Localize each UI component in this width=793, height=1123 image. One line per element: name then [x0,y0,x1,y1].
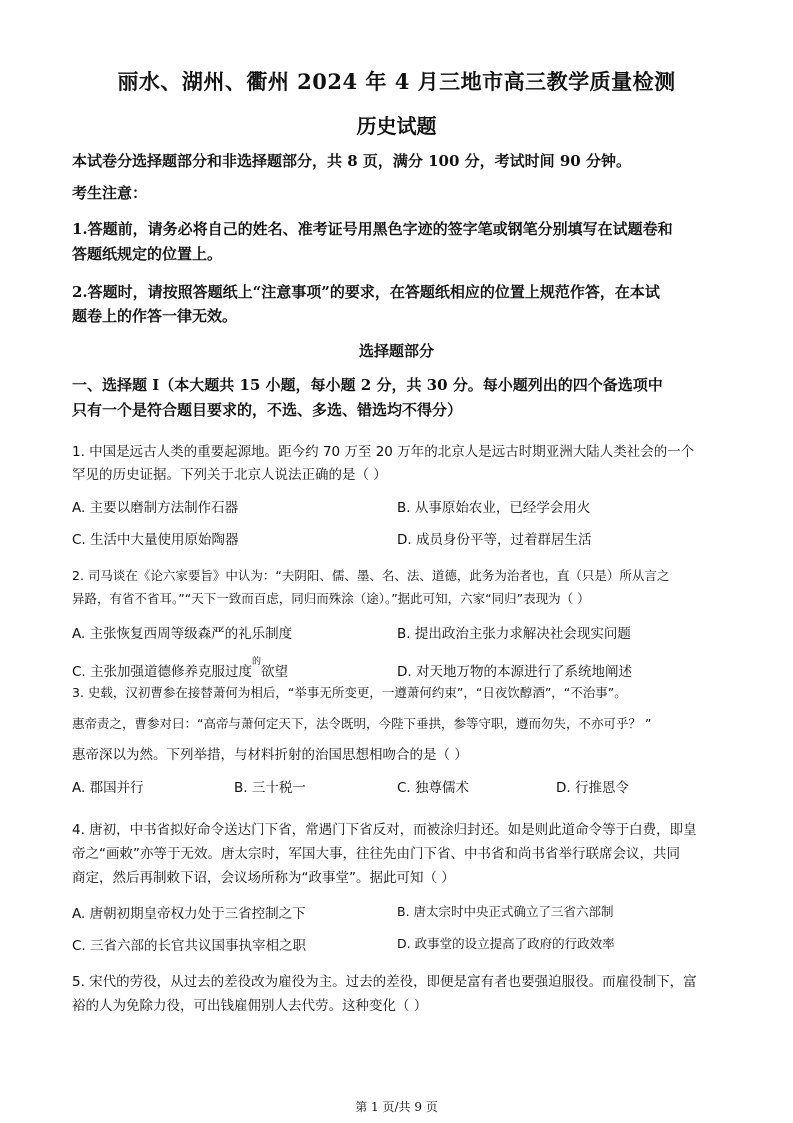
q4-option-b: B. 唐太宗时中央正式确立了三省六部制 [397,904,614,919]
q4-stem-line2: 帝之“画敕”亦等于无效。唐太宗时，军国大事，往往先由门下省、中书省和尚书省举行联席会议，共同 [72,846,680,862]
q3-stem-line3: 惠帝深以为然。下列举措，与材料折射的治国思想相吻合的是（ ） [72,747,468,763]
note1-line2: 答题纸规定的位置上。 [72,245,223,263]
note2-line2: 题卷上的作答一律无效。 [72,307,238,325]
q1-option-d: D. 成员身份平等，过着群居生活 [397,532,592,548]
part1-line1: 一、选择题 I（本大题共 15 小题，每小题 2 分，共 30 分。每小题列出的四个备选项中 [72,376,663,394]
q3-option-c: C. 独尊儒术 [397,780,470,796]
q3-option-b: B. 三十税一 [234,780,306,796]
note2-line1: 2.答题时，请按照答题纸上“注意事项”的要求，在答题纸相应的位置上规范作答，在本试 [72,283,660,301]
q2-stem-line2: 异路，有省不省耳。”“天下一致而百虑，同归而殊涂（途）。”据此可知，六家“同归”表现为（ ） [72,591,590,606]
q1-stem-line2: 罕见的历史证据。下列关于北京人说法正确的是（ ） [72,467,387,483]
q2-stem-line1: 2. 司马谈在《论六家要旨》中认为：“夫阴阳、儒、墨、名、法、道德，此务为治者也，直（只是）所从言之 [72,568,670,583]
q2-option-c [72,657,289,680]
q5-stem-line2: 裕的人为免除力役，可出钱雇佣别人去代劳。这种变化（ ） [72,998,428,1014]
notice-label: 考生注意： [72,184,148,202]
note1-line1: 1.答题前，请务必将自己的姓名、准考证号用黑色字迹的签字笔或钢笔分别填写在试题卷和 [72,220,673,238]
exam-subtitle: 历史试题 [356,114,437,138]
q2-option-c-small: 的 [252,657,262,667]
q3-option-d: D. 行推恩令 [556,780,629,796]
section-heading: 选择题部分 [358,342,434,360]
intro-text: 本试卷分选择题部分和非选择题部分，共 8 页，满分 100 分，考试时间 90 分钟。 [72,152,631,170]
part1-line2: 只有一个是符合题目要求的，不选、多选、错选均不得分） [72,401,463,419]
q4-option-a: A. 唐朝初期皇帝权力处于三省控制之下 [72,906,306,922]
q4-option-d: D. 政事堂的设立提高了政府的行政效率 [397,936,615,951]
q2-option-b: B. 提出政治主张力求解决社会现实问题 [397,626,631,642]
page-number: 第 1 页/共 9 页 [355,1100,438,1114]
q4-stem-line3: 商定，然后再制敕下诏，会议场所称为“政事堂”。据此可知（ ） [72,870,455,886]
exam-title: 丽水、湖州、衢州 2024 年 4 月三地市高三教学质量检测 [117,69,676,94]
q5-stem-line1: 5. 宋代的劳役，从过去的差役改为雇役为主。过去的差役，即便是富有者也要强迫服役。而雇役制下，富 [72,974,697,990]
q3-stem-line1: 3. 史载，汉初曹参在接替萧何为相后，“举事无所变更，一遵萧何约束”，“日夜饮醇酒”，“不治事”。 [72,685,627,700]
q3-stem-line2: 惠帝责之，曹参对曰：“高帝与萧何定天下，法令既明，今陛下垂拱，参等守职，遵而勿失，不亦可乎？ ” [72,716,652,731]
q1-stem-line1: 1. 中国是远古人类的重要起源地。距今约 70 万至 20 万年的北京人是远古时期亚洲大陆人类社会的一个 [72,444,695,460]
q4-option-c: C. 三省六部的长官共议国事执宰相之职 [72,938,307,954]
q2-option-c-text: C. 主张加强道德修养克服过度 [72,664,253,680]
q1-option-a: A. 主要以磨制方法制作石器 [72,500,239,516]
q1-option-b: B. 从事原始农业，已经学会用火 [397,500,591,516]
q2-option-d: D. 对天地万物的本源进行了系统地阐述 [397,664,632,680]
q2-option-a: A. 主张恢复西周等级森严的礼乐制度 [72,626,293,642]
q4-stem-line1: 4. 唐初，中书省拟好命令送达门下省，常遇门下省反对，而被涂归封还。如是则此道命令等于白费，即皇 [72,822,697,838]
q2-option-c-text2: 欲望 [261,664,289,680]
q3-option-a: A. 郡国并行 [72,780,144,796]
q1-option-c: C. 生活中大量使用原始陶器 [72,532,239,548]
